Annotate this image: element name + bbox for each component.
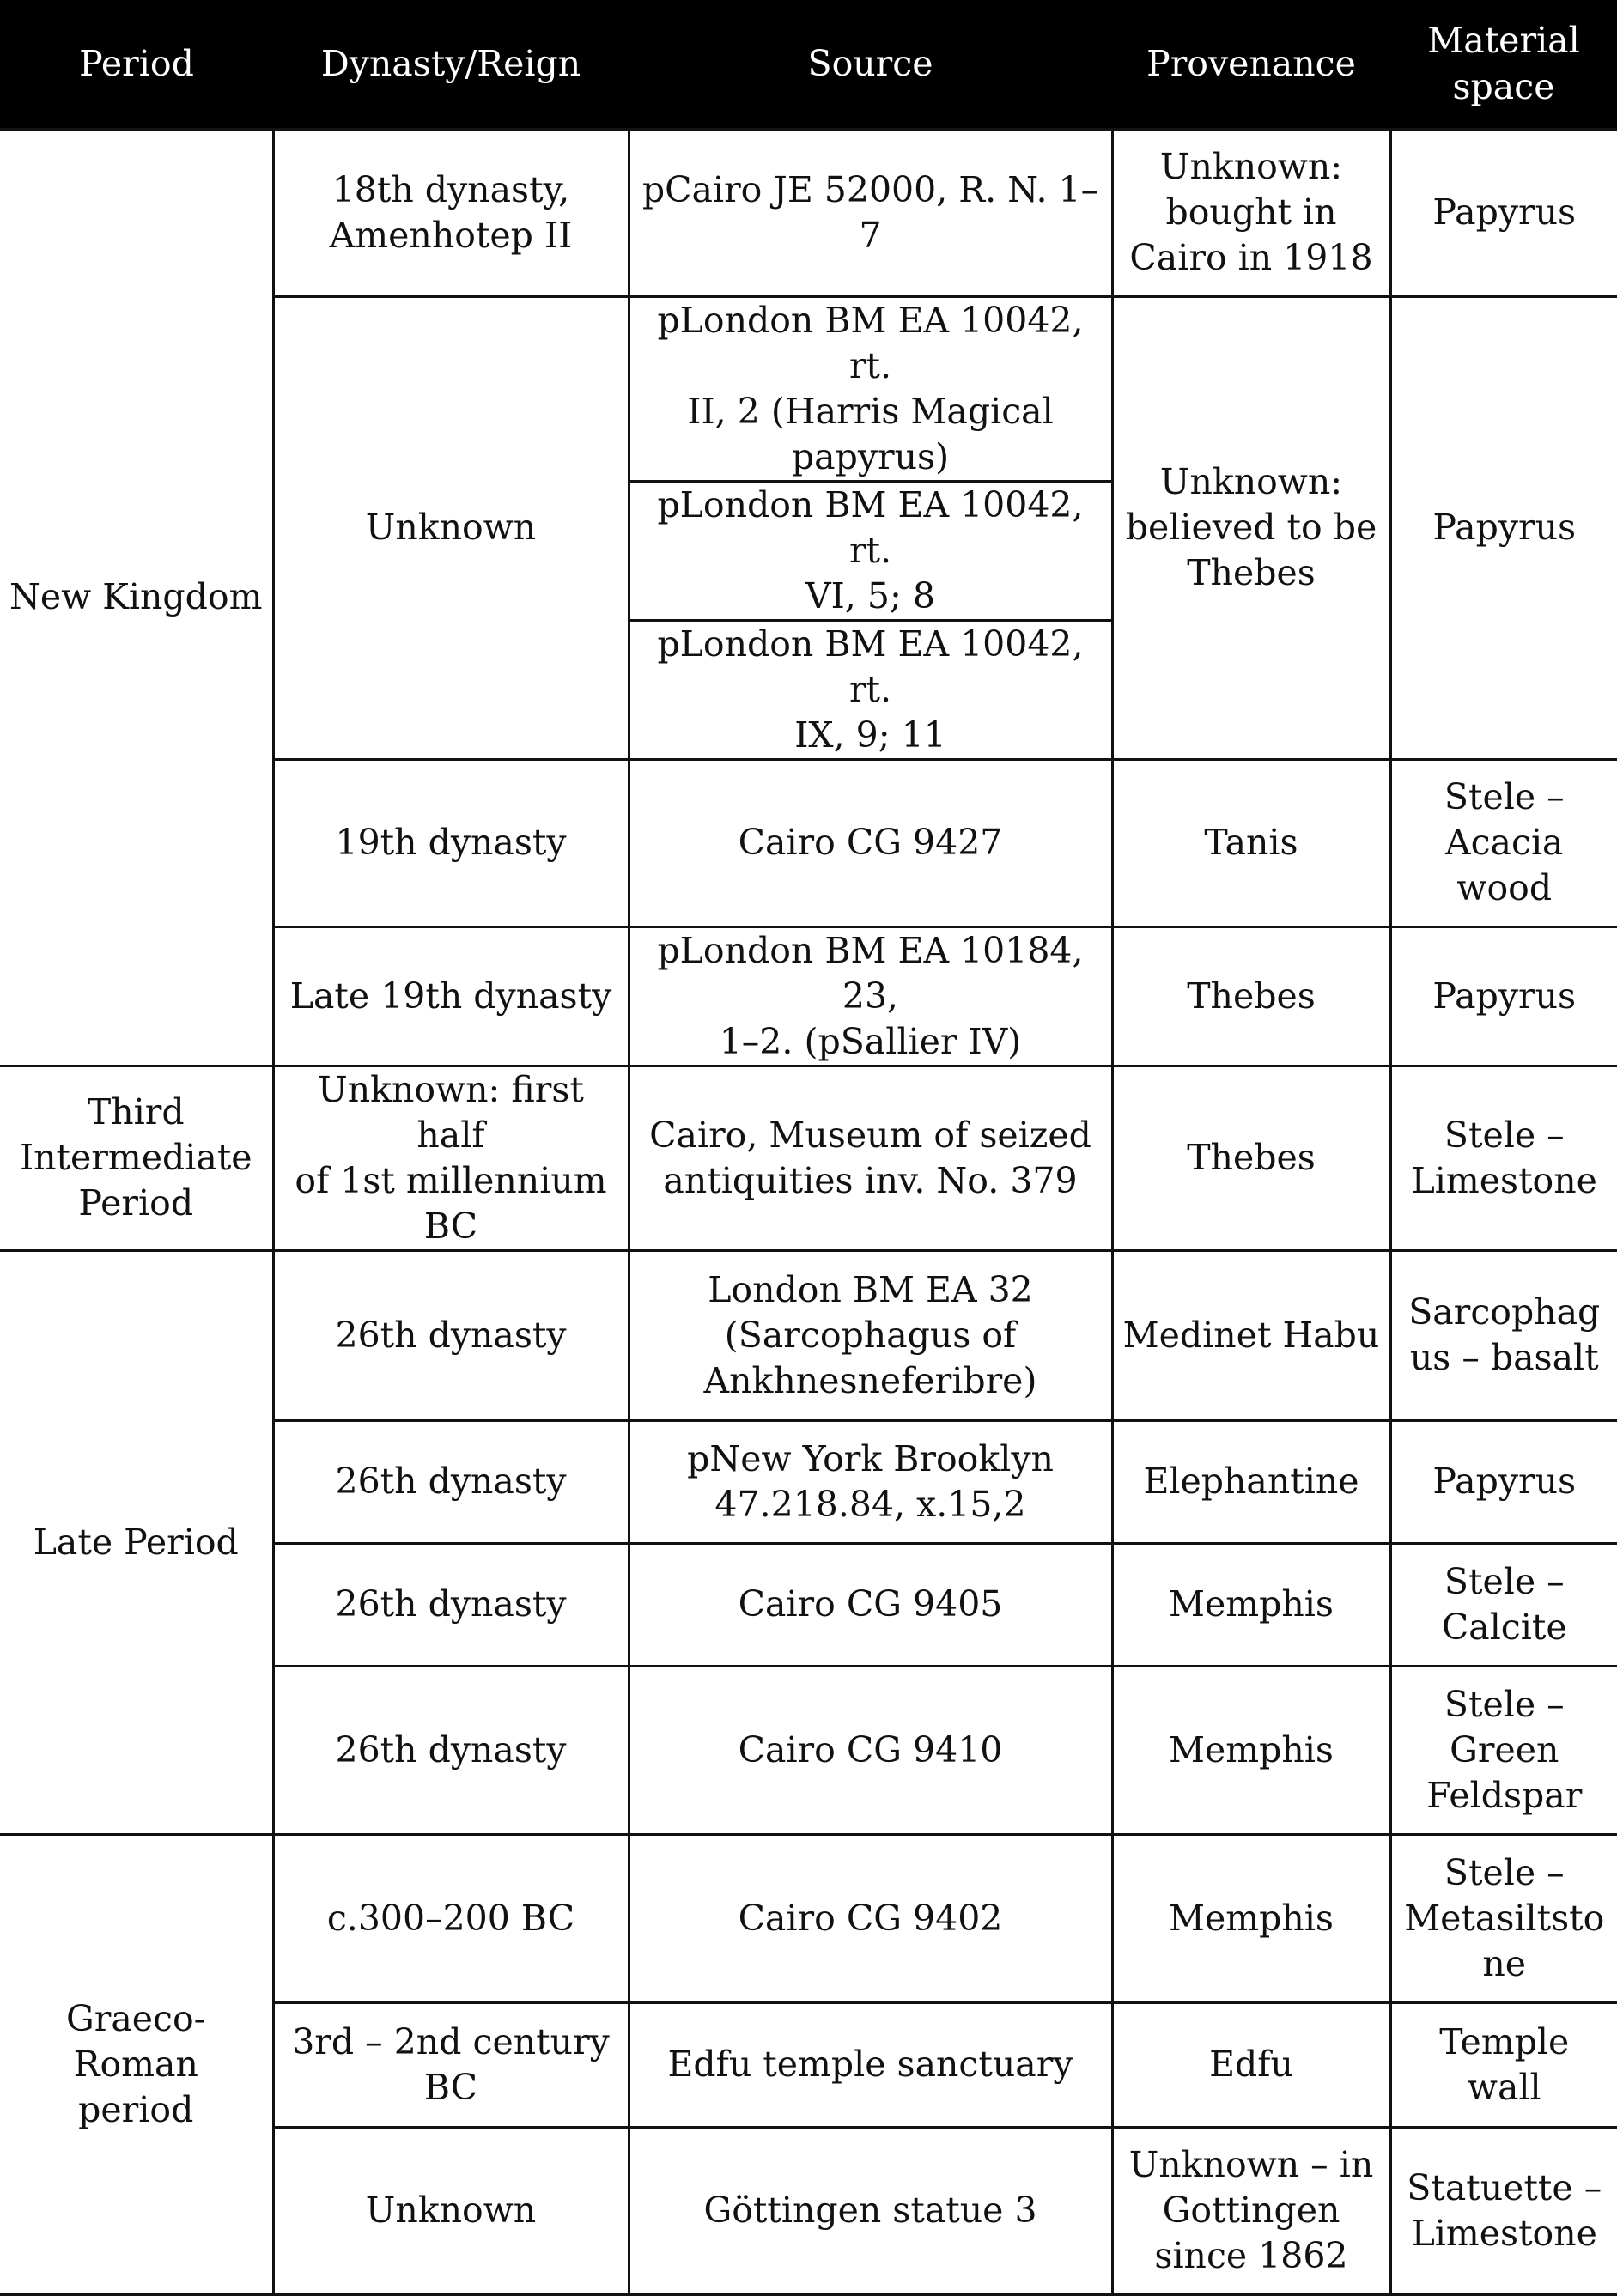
source-cell: Göttingen statue 3 (629, 2127, 1112, 2294)
source-cell: Cairo CG 9427 (629, 759, 1112, 926)
dynasty-cell: 26th dynasty (273, 1666, 629, 1834)
material-cell: Temple wall (1390, 2002, 1617, 2127)
table-row (0, 129, 1617, 296)
table-row (0, 1066, 1617, 1250)
source-cell: pLondon BM EA 10042, rt. IX, 9; 11 (629, 620, 1112, 759)
table-row (0, 1250, 1617, 1420)
material-cell: Papyrus (1390, 129, 1617, 296)
provenance-cell: Thebes (1112, 926, 1390, 1066)
material-cell: Stele – Limestone (1390, 1066, 1617, 1250)
source-cell: Cairo CG 9410 (629, 1666, 1112, 1834)
provenance-cell: Memphis (1112, 1666, 1390, 1834)
header-dynasty: Dynasty/Reign (273, 0, 629, 129)
material-cell: Stele – Metasiltsto ne (1390, 1834, 1617, 2002)
material-cell: Papyrus (1390, 926, 1617, 1066)
material-cell: Papyrus (1390, 296, 1617, 759)
material-cell: Statuette – Limestone (1390, 2127, 1617, 2294)
material-cell: Papyrus (1390, 1420, 1617, 1543)
table-header (0, 0, 1617, 129)
dynasty-cell: 26th dynasty (273, 1543, 629, 1666)
provenance-cell: Elephantine (1112, 1420, 1390, 1543)
dynasty-cell: 19th dynasty (273, 759, 629, 926)
provenance-cell: Medinet Habu (1112, 1250, 1390, 1420)
header-source: Source (629, 0, 1112, 129)
dynasty-cell: Unknown (273, 2127, 629, 2294)
material-cell: Stele – Green Feldspar (1390, 1666, 1617, 1834)
period-cell-third-intermediate: Third Intermediate Period (0, 1066, 273, 1250)
dynasty-cell: Unknown (273, 296, 629, 759)
source-cell: London BM EA 32 (Sarcophagus of Ankhnesneferibre) (629, 1250, 1112, 1420)
header-period: Period (0, 0, 273, 129)
source-cell: Cairo CG 9405 (629, 1543, 1112, 1666)
table-row (0, 1834, 1617, 2002)
provenance-cell: Memphis (1112, 1543, 1390, 1666)
material-cell: Stele – Calcite (1390, 1543, 1617, 1666)
provenance-cell: Unknown: bought in Cairo in 1918 (1112, 129, 1390, 296)
dynasty-cell: 3rd – 2nd century BC (273, 2002, 629, 2127)
source-cell: Cairo CG 9402 (629, 1834, 1112, 2002)
source-cell: Edfu temple sanctuary (629, 2002, 1112, 2127)
dynasty-cell: Unknown: first half of 1st millennium BC (273, 1066, 629, 1250)
dynasty-cell: Late 19th dynasty (273, 926, 629, 1066)
header-row (0, 0, 1617, 129)
dynasty-cell: 26th dynasty (273, 1420, 629, 1543)
header-material: Material space (1390, 0, 1617, 129)
provenance-cell: Tanis (1112, 759, 1390, 926)
source-cell: pNew York Brooklyn 47.218.84, x.15,2 (629, 1420, 1112, 1543)
header-provenance: Provenance (1112, 0, 1390, 129)
dynasty-cell: 18th dynasty, Amenhotep II (273, 129, 629, 296)
provenance-cell: Unknown – in Gottingen since 1862 (1112, 2127, 1390, 2294)
dynasty-cell: 26th dynasty (273, 1250, 629, 1420)
provenance-cell: Edfu (1112, 2002, 1390, 2127)
period-cell-graeco-roman: Graeco-Roman period (0, 1834, 273, 2294)
source-cell: Cairo, Museum of seized antiquities inv. No. 379 (629, 1066, 1112, 1250)
dynasty-cell: c.300–200 BC (273, 1834, 629, 2002)
material-cell: Sarcophag us – basalt (1390, 1250, 1617, 1420)
source-cell: pLondon BM EA 10042, rt. VI, 5; 8 (629, 481, 1112, 620)
source-cell: pLondon BM EA 10184, 23, 1–2. (pSallier IV) (629, 926, 1112, 1066)
provenance-cell: Unknown: believed to be Thebes (1112, 296, 1390, 759)
material-cell: Stele – Acacia wood (1390, 759, 1617, 926)
source-cell: pLondon BM EA 10042, rt. II, 2 (Harris Magical papyrus) (629, 296, 1112, 481)
table-body (0, 129, 1617, 2294)
source-cell: pCairo JE 52000, R. N. 1–7 (629, 129, 1112, 296)
period-cell-new-kingdom: New Kingdom (0, 129, 273, 1066)
period-cell-late: Late Period (0, 1250, 273, 1834)
provenance-cell: Memphis (1112, 1834, 1390, 2002)
provenance-cell: Thebes (1112, 1066, 1390, 1250)
